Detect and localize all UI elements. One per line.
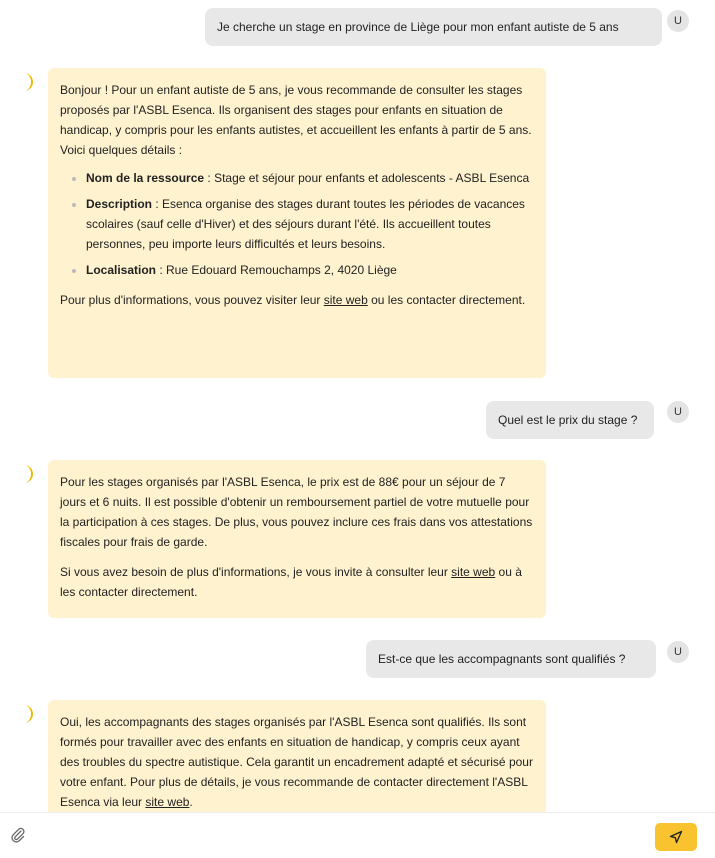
list-item: • Nom de la ressource : Stage et séjour pour enfants et adolescents - ASBL Esenca (86, 168, 534, 188)
user-message-text: Est-ce que les accompagnants sont qualifiés ? (378, 652, 626, 666)
message-input[interactable] (36, 821, 640, 851)
assistant-message-text: Bonjour ! Pour un enfant autiste de 5 ans, je vous recommande de consulter les stages proposés par l'ASBL Esenca. Ils organisent des stages pour enfants en situation de handicap, y compris pour les enfants autistes, et accueillent les enfants à partir de 5 ans. Voici quelques détails : (60, 83, 532, 157)
assistant-message-bubble (48, 68, 546, 378)
user-avatar: U (667, 641, 689, 663)
assistant-message-text: Oui, les accompagnants des stages organisés par l'ASBL Esenca sont qualifiés. Ils sont formés pour travailler avec des enfants en situation de handicap, y compris ceux ayant des troubles du spectre autistique. Cela garantit un encadrement adapté et sécurisé pour votre enfant. Pour plus de détails, je vous recommande de contacter directement l'ASBL Esenca via leur site web. (60, 715, 533, 809)
assistant-moon-icon (19, 464, 37, 484)
assistant-moon-icon (19, 72, 37, 92)
assistant-message-bubble (48, 700, 546, 812)
website-link[interactable]: site web (323, 293, 368, 307)
list-item: • Description : Esenca organise des stages durant toutes les périodes de vacances scolaires (sauf celle d'Hiver) et des séjours durant l'été. Ils accueillent toutes personnes, peu importe leurs difficultés et leurs besoins. (86, 194, 534, 254)
user-avatar: U (667, 10, 689, 32)
user-message-text: Quel est le prix du stage ? (498, 413, 638, 427)
detail-list (60, 168, 534, 280)
user-message-bubble (205, 8, 662, 46)
assistant-moon-icon (19, 704, 37, 724)
user-message-bubble (486, 401, 654, 439)
assistant-message-text: Pour plus d'informations, vous pouvez visiter leur site web ou les contacter directement. (60, 293, 526, 307)
assistant-message-text: Pour les stages organisés par l'ASBL Esenca, le prix est de 88€ pour un séjour de 7 jours et 6 nuits. Il est possible d'obtenir un remboursement partiel de votre mutuelle pour la participation à ces stages. De plus, vous pouvez inclure ces frais dans vos attestations fiscales pour frais de garde. (60, 475, 533, 549)
paperclip-icon[interactable] (10, 827, 26, 843)
user-avatar: U (667, 401, 689, 423)
user-message-text: Je cherche un stage en province de Liège pour mon enfant autiste de 5 ans (217, 20, 619, 34)
assistant-message-text: Si vous avez besoin de plus d'informations, je vous invite à consulter leur site web ou à les contacter directement. (60, 565, 522, 599)
user-message-bubble (366, 640, 656, 678)
website-link[interactable]: site web (145, 795, 190, 809)
list-item: • Localisation : Rue Edouard Remouchamps 2, 4020 Liège (86, 260, 534, 280)
send-icon (669, 830, 683, 844)
assistant-message-bubble (48, 460, 546, 618)
send-button[interactable] (655, 823, 697, 851)
message-composer (0, 812, 715, 858)
website-link[interactable]: site web (451, 565, 496, 579)
